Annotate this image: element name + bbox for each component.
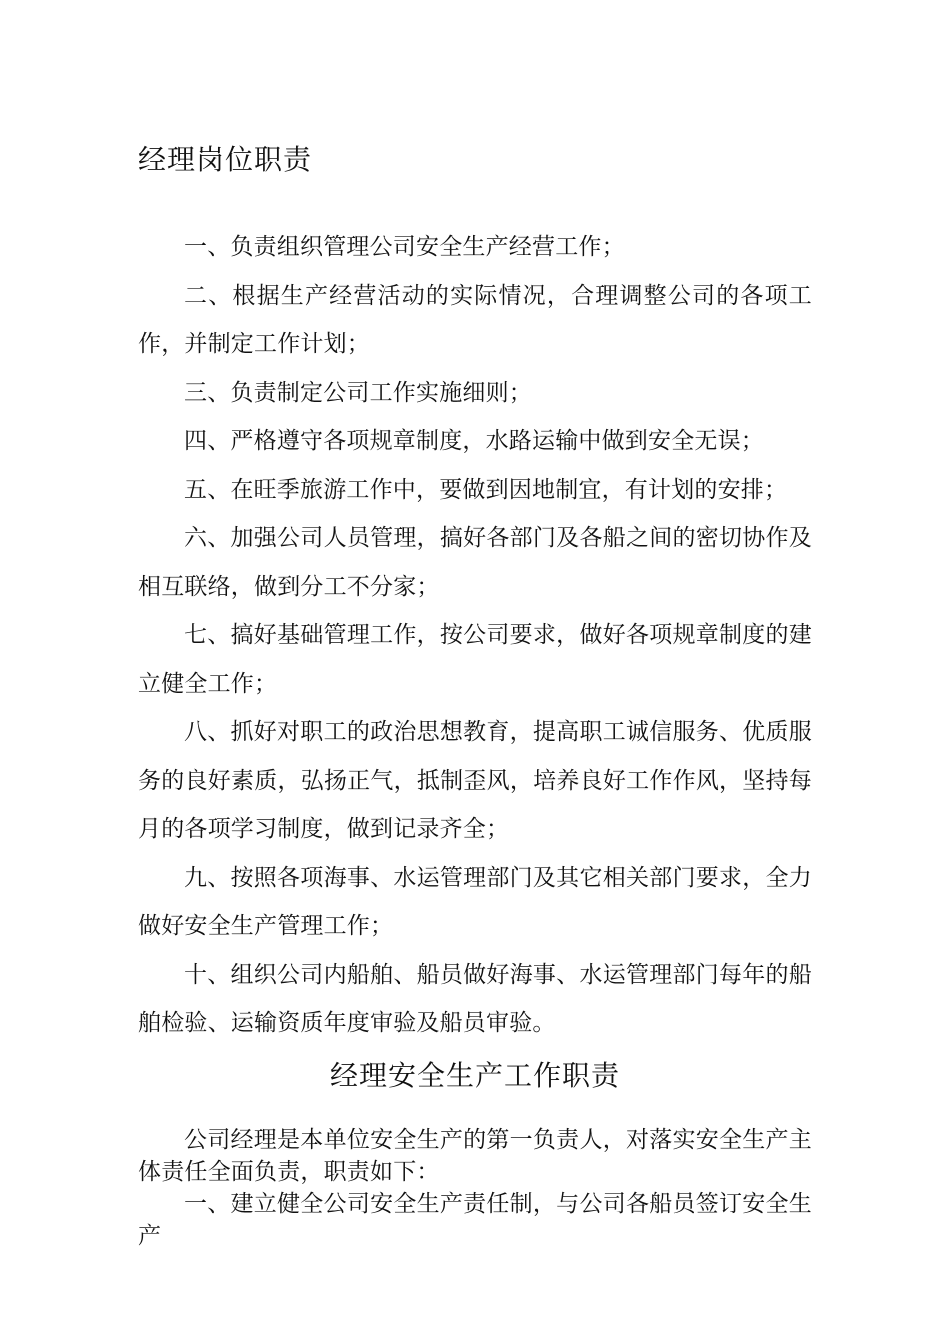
document-title: 经理岗位职责: [138, 143, 313, 176]
duty-item: 三、负责制定公司工作实施细则；: [184, 379, 532, 406]
duty-item: 七、搞好基础管理工作，按公司要求，做好各项规章制度的建立健全工作；: [138, 622, 812, 697]
duty-item: 二、根据生产经营活动的实际情况，合理调整公司的各项工作，并制定工作计划；: [138, 282, 812, 357]
duty-item: 十、组织公司内船舶、船员做好海事、水运管理部门每年的船舶检验、运输资质年度审验及船员审验。: [138, 961, 812, 1036]
section-title: 经理安全生产工作职责: [329, 1059, 620, 1092]
duty-item: 五、在旺季旅游工作中，要做到因地制宜，有计划的安排；: [184, 476, 788, 503]
duties-list: [138, 223, 812, 1048]
duty-item: 四、严格遵守各项规章制度，水路运输中做到安全无误；: [184, 428, 764, 454]
duty-item: 九、按照各项海事、水运管理部门及其它相关部门要求，全力做好安全生产管理工作；: [138, 864, 812, 939]
section-intro: 公司经理是本单位安全生产的第一负责人，对落实安全生产主体责任全面负责，职责如下：: [138, 1127, 812, 1185]
section-body: [138, 1124, 812, 1252]
duty-item: 八、抓好对职工的政治思想教育，提高职工诚信服务、优质服务的良好素质，弘扬正气，抵制歪风，培养良好工作作风，坚持每月的各项学习制度，做到记录齐全；: [138, 719, 812, 842]
duty-item: 六、加强公司人员管理，搞好各部门及各船之间的密切协作及相互联络，做到分工不分家；: [138, 525, 812, 600]
duty-item: 一、负责组织管理公司安全生产经营工作；: [184, 234, 625, 260]
section-item: 一、建立健全公司安全生产责任制，与公司各船员签订安全生产: [138, 1191, 812, 1249]
